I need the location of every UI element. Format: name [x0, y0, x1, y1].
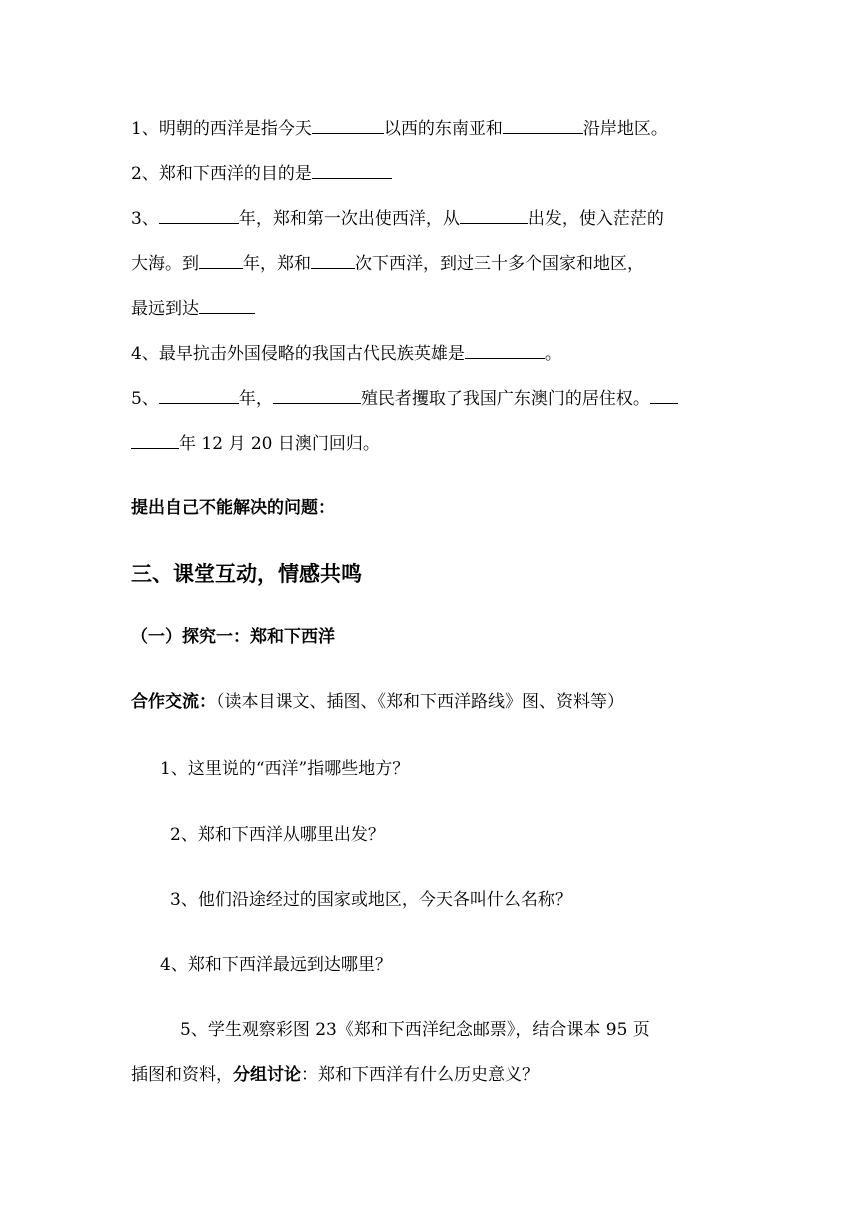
- question-text: 1、明朝的西洋是指今天: [131, 119, 312, 139]
- answer-blank[interactable]: [460, 205, 528, 224]
- fill-question-4: [131, 340, 731, 367]
- answer-blank[interactable]: [273, 385, 361, 404]
- cooperation-line: [131, 689, 731, 715]
- fill-question-2: [131, 160, 731, 187]
- fill-question-5-line-2: [131, 430, 731, 457]
- discussion-question: 4、郑和下西洋最远到达哪里？: [160, 955, 392, 975]
- answer-blank[interactable]: [311, 250, 355, 269]
- fill-question-3-line-3: [131, 295, 731, 322]
- answer-blank[interactable]: [503, 115, 583, 134]
- fill-question-5: [131, 385, 731, 412]
- discussion-question-5-line-2: [131, 1062, 731, 1088]
- answer-blank[interactable]: [199, 295, 255, 314]
- question-text: 插图和资料，: [131, 1065, 233, 1085]
- question-text: 2、郑和下西洋的目的是: [131, 164, 312, 184]
- cooperation-label: 合作交流：: [131, 692, 216, 712]
- answer-blank[interactable]: [650, 385, 678, 404]
- answer-blank[interactable]: [465, 340, 545, 359]
- fill-question-3-line-2: [131, 250, 731, 277]
- group-discussion-label: 分组讨论: [233, 1065, 301, 1085]
- question-text: 5、: [131, 389, 159, 409]
- question-text: 4、最早抗击外国侵略的我国古代民族英雄是: [131, 344, 465, 364]
- answer-blank[interactable]: [159, 385, 239, 404]
- answer-blank[interactable]: [131, 430, 179, 449]
- answer-blank[interactable]: [159, 205, 239, 224]
- question-text: 殖民者攫取了我国广东澳门的居住权。: [360, 389, 650, 409]
- question-text: 年，: [238, 389, 273, 409]
- section-title: 三、课堂互动，情感共鸣: [131, 562, 362, 586]
- question-text: 年 12 月 20 日澳门回归。: [179, 434, 380, 454]
- question-text: 出发，使入茫茫的: [527, 209, 664, 229]
- question-text: 年，郑和第一次出使西洋，从: [238, 209, 460, 229]
- inquiry-title: （一）探究一：郑和下西洋: [131, 627, 335, 647]
- answer-blank[interactable]: [312, 115, 384, 134]
- question-text: ：郑和下西洋有什么历史意义？: [301, 1065, 539, 1085]
- answer-blank[interactable]: [199, 250, 243, 269]
- discussion-question: 3、他们沿途经过的国家或地区，今天各叫什么名称？: [170, 890, 572, 910]
- question-text: 。: [544, 344, 562, 364]
- fill-question-3: [131, 205, 731, 232]
- question-text: 最远到达: [131, 299, 199, 319]
- discussion-question: 2、郑和下西洋从哪里出发？: [170, 825, 385, 845]
- question-text: 大海。到: [131, 254, 199, 274]
- question-text: 3、: [131, 209, 159, 229]
- question-text: 年，郑和: [243, 254, 311, 274]
- problems-prompt: 提出自己不能解决的问题：: [131, 498, 335, 518]
- question-text: 次下西洋，到过三十多个国家和地区，: [355, 254, 644, 274]
- fill-question-1: [131, 115, 731, 142]
- cooperation-text: （读本目课文、插图、《郑和下西洋路线》图、资料等）: [216, 692, 624, 712]
- discussion-question: 1、这里说的“西洋”指哪些地方？: [160, 759, 410, 779]
- answer-blank[interactable]: [312, 160, 392, 179]
- discussion-question-5: 5、学生观察彩图 23《郑和下西洋纪念邮票》，结合课本 95 页: [180, 1020, 650, 1040]
- question-text: 沿岸地区。: [582, 119, 668, 139]
- question-text: 以西的东南亚和: [383, 119, 503, 139]
